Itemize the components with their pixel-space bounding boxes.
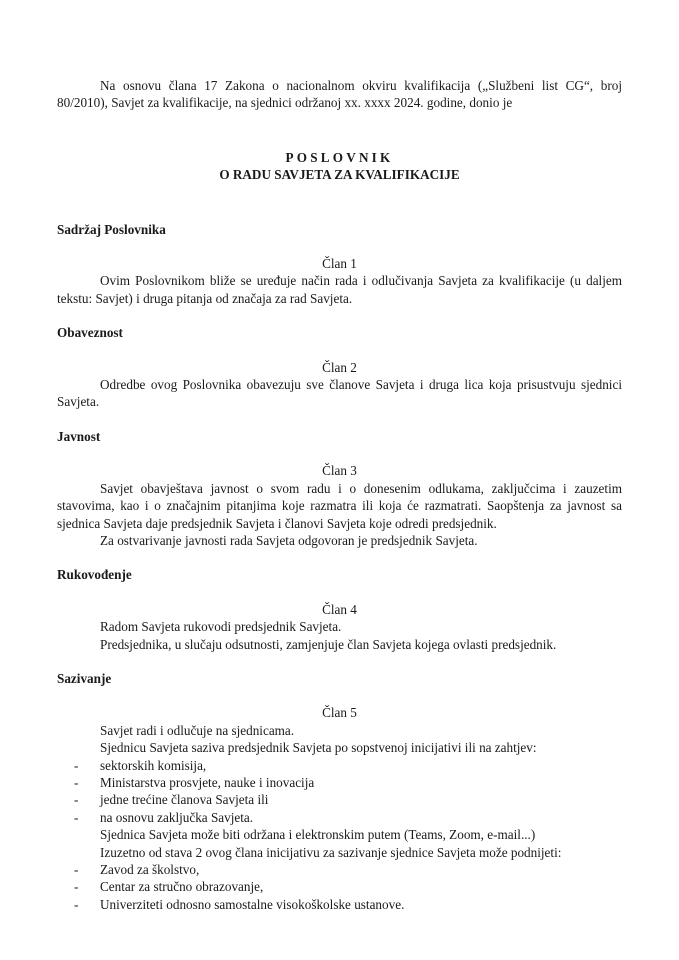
article-number: Član 3 (322, 463, 357, 479)
section-heading-sazivanje: Sazivanje (57, 670, 112, 686)
list-item (57, 774, 622, 791)
list-item-text: na osnovu zaključka Savjeta. (100, 809, 254, 825)
document-title: POSLOVNIK (285, 149, 394, 165)
list-item-text: Ministarstva prosvjete, nauke i inovacija (100, 774, 315, 790)
article-paragraph: Sjednicu Savjeta saziva predsjednik Savjeta po sopstvenoj inicijativi ili na zahtjev: (100, 740, 537, 756)
document-subtitle: O RADU SAVJETA ZA KVALIFIKACIJE (219, 167, 460, 183)
list-item-text: jedne trećine članova Savjeta ili (100, 792, 269, 808)
list-item (57, 809, 622, 826)
list-dash: - (74, 757, 79, 773)
article-paragraph: Savjet radi i odlučuje na sjednicama. (100, 722, 295, 738)
list-item-text: Centar za stručno obrazovanje, (100, 879, 264, 895)
article-paragraph: Za ostvarivanje javnosti rada Savjeta odgovoran je predsjednik Savjeta. (100, 532, 478, 548)
list-dash: - (74, 809, 79, 825)
institutions-list (57, 861, 622, 913)
list-dash: - (74, 774, 79, 790)
list-item (57, 878, 622, 895)
list-dash: - (74, 862, 79, 877)
list-item (57, 861, 622, 878)
list-item-text: sektorskih komisija, (100, 757, 207, 773)
list-item (57, 791, 622, 808)
article-number: Član 1 (322, 256, 357, 272)
section-heading-rukovodjenje: Rukovođenje (57, 567, 132, 583)
section-heading-sadrzaj: Sadržaj Poslovnika (57, 221, 166, 237)
list-dash: - (74, 879, 79, 895)
article-paragraph: Sjednica Savjeta može biti održana i elektronskim putem (Teams, Zoom, e-mail...) (100, 827, 536, 843)
article-paragraph: Radom Savjeta rukovodi predsjednik Savjeta. (100, 619, 342, 635)
list-dash: - (74, 792, 79, 808)
list-item-text: Univerziteti odnosno samostalne visokoškolske ustanove. (100, 896, 405, 912)
article-paragraph: Odredbe ovog Poslovnika obavezuju sve članove Savjeta i druga lica koja prisustvuju sjednici Savjeta. (57, 377, 622, 410)
list-dash: - (74, 896, 79, 912)
article-paragraph: Predsjednika, u slučaju odsutnosti, zamjenjuje član Savjeta kojega ovlasti predsjednik. (100, 636, 557, 652)
intro-paragraph: Na osnovu člana 17 Zakona o nacionalnom okviru kvalifikacija („Službeni list CG“, broj 80/2010), Savjet za kvalifikacije, na sjednici održanoj xx. xxxx 2024. godine, donio je (57, 78, 622, 111)
section-heading-javnost: Javnost (57, 428, 101, 444)
list-item (57, 757, 622, 774)
article-paragraph: Ovim Poslovnikom bliže se uređuje način rada i odlučivanja Savjeta za kvalifikacije (u daljem tekstu: Savjet) i druga pitanja od značaja za rad Savjeta. (57, 273, 622, 306)
initiators-list (57, 757, 622, 827)
article-paragraph: Savjet obavještava javnost o svom radu i o donesenim odlukama, zaključcima i zauzetim stavovima, kao i o značajnim pitanjima koje razmatra ili koja će razmatrati. Saopštenja za javnost sa sjednica Savjeta daje predsjednik Savjeta i članovi Savjeta koje odredi predsjednik. (57, 480, 622, 531)
article-number: Član 2 (322, 359, 357, 375)
article-number: Član 5 (322, 705, 357, 721)
list-item-text: Zavod za školstvo, (100, 862, 200, 877)
section-heading-obaveznost: Obaveznost (57, 325, 123, 341)
article-number: Član 4 (322, 601, 357, 617)
article-paragraph: Izuzetno od stava 2 ovog člana inicijativu za sazivanje sjednice Savjeta može podnijeti: (100, 844, 562, 860)
list-item (57, 896, 622, 913)
